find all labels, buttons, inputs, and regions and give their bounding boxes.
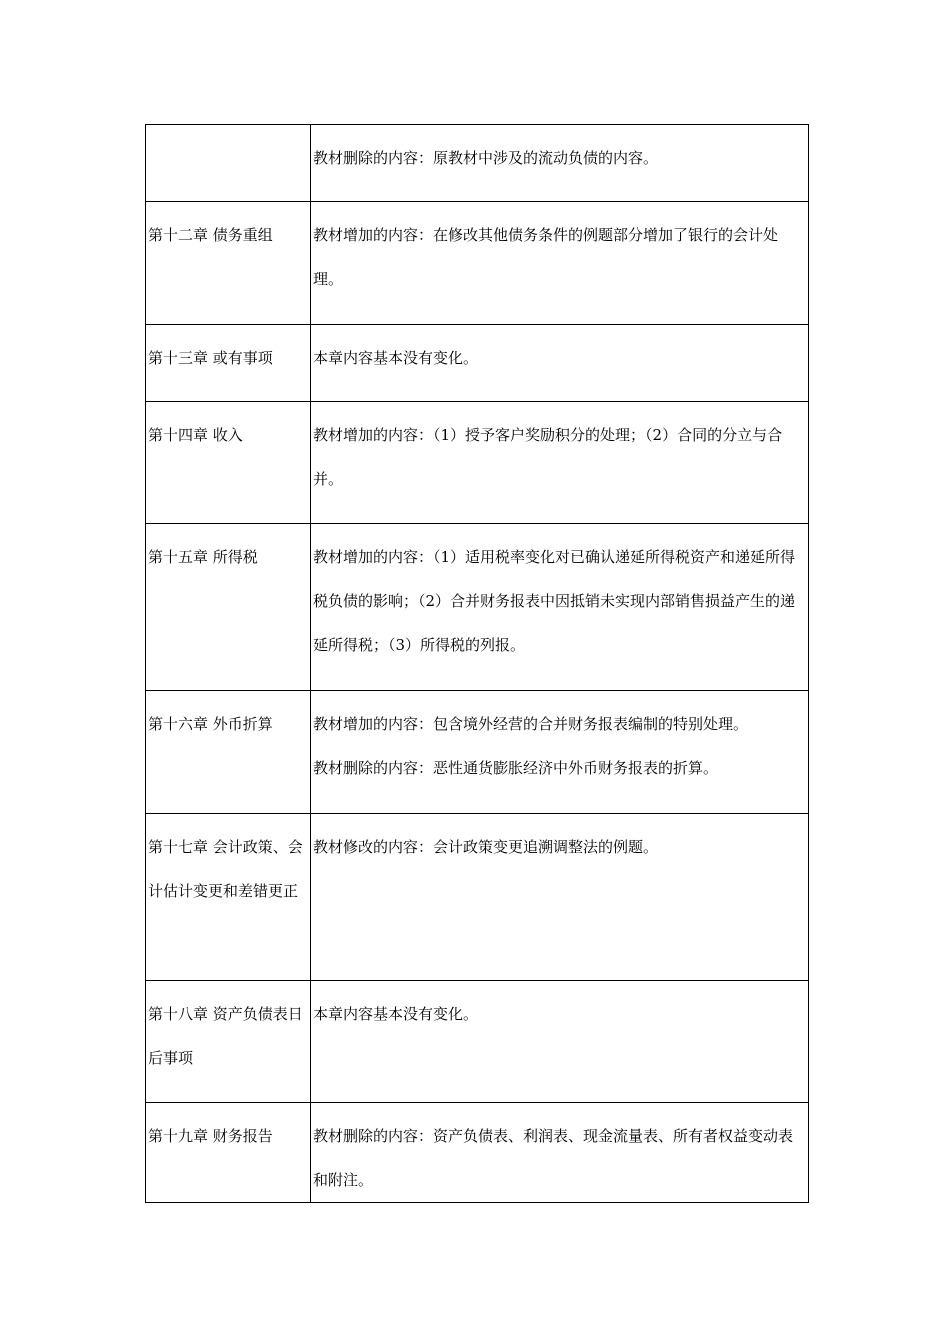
change-description: 教材删除的内容：恶性通货膨胀经济中外币财务报表的折算。: [313, 759, 719, 777]
content-cell: [311, 1103, 809, 1203]
chapter-label: 第十三章 或有事项: [148, 349, 273, 367]
chapter-cell: [146, 814, 311, 981]
content-cell: [311, 402, 809, 524]
chapter-label: 第十二章 债务重组: [148, 226, 273, 244]
chapter-cell: [146, 981, 311, 1103]
change-description: 教材增加的内容：包含境外经营的合并财务报表编制的特别处理。: [313, 715, 749, 733]
chapter-label: 第十九章 财务报告: [148, 1127, 273, 1145]
chapter-cell: [146, 125, 311, 202]
table-row: [146, 325, 809, 402]
table-row: [146, 125, 809, 202]
chapter-label: 第十八章 资产负债表日后事项: [148, 1005, 303, 1067]
change-description: 教材增加的内容：（1）适用税率变化对已确认递延所得税资产和递延所得税负债的影响；（2）合并财务报表中因抵销未实现内部销售损益产生的递延所得税；（3）所得税的列报。: [313, 548, 796, 654]
change-description: 教材删除的内容：原教材中涉及的流动负债的内容。: [313, 149, 659, 167]
change-description: 教材增加的内容：在修改其他债务条件的例题部分增加了银行的会计处理。: [313, 226, 779, 288]
content-cell: [311, 814, 809, 981]
table-row: [146, 691, 809, 814]
change-description: 本章内容基本没有变化。: [313, 1005, 479, 1023]
chapter-changes-table: [145, 124, 809, 1203]
table-row: [146, 1103, 809, 1203]
chapter-label: 第十七章 会计政策、会计估计变更和差错更正: [148, 838, 303, 900]
change-description: 教材删除的内容：资产负债表、利润表、现金流量表、所有者权益变动表和附注。: [313, 1127, 794, 1189]
chapter-label: 第十四章 收入: [148, 426, 243, 444]
chapter-label: 第十六章 外币折算: [148, 715, 273, 733]
table-row: [146, 981, 809, 1103]
chapter-cell: [146, 524, 311, 691]
chapter-label: 第十五章 所得税: [148, 548, 258, 566]
change-description: 教材修改的内容：会计政策变更追溯调整法的例题。: [313, 838, 659, 856]
content-cell: [311, 125, 809, 202]
chapter-cell: [146, 325, 311, 402]
chapter-cell: [146, 202, 311, 325]
chapter-cell: [146, 402, 311, 524]
table-row: [146, 402, 809, 524]
content-cell: [311, 325, 809, 402]
chapter-label: [148, 125, 309, 136]
content-cell: [311, 691, 809, 814]
content-cell: [311, 981, 809, 1103]
table-row: [146, 814, 809, 981]
content-cell: [311, 202, 809, 325]
chapter-cell: [146, 1103, 311, 1203]
change-description: 教材增加的内容：（1）授予客户奖励积分的处理；（2）合同的分立与合并。: [313, 426, 783, 488]
table-row: [146, 524, 809, 691]
table-row: [146, 202, 809, 325]
chapter-cell: [146, 691, 311, 814]
content-cell: [311, 524, 809, 691]
change-description: 本章内容基本没有变化。: [313, 349, 479, 367]
